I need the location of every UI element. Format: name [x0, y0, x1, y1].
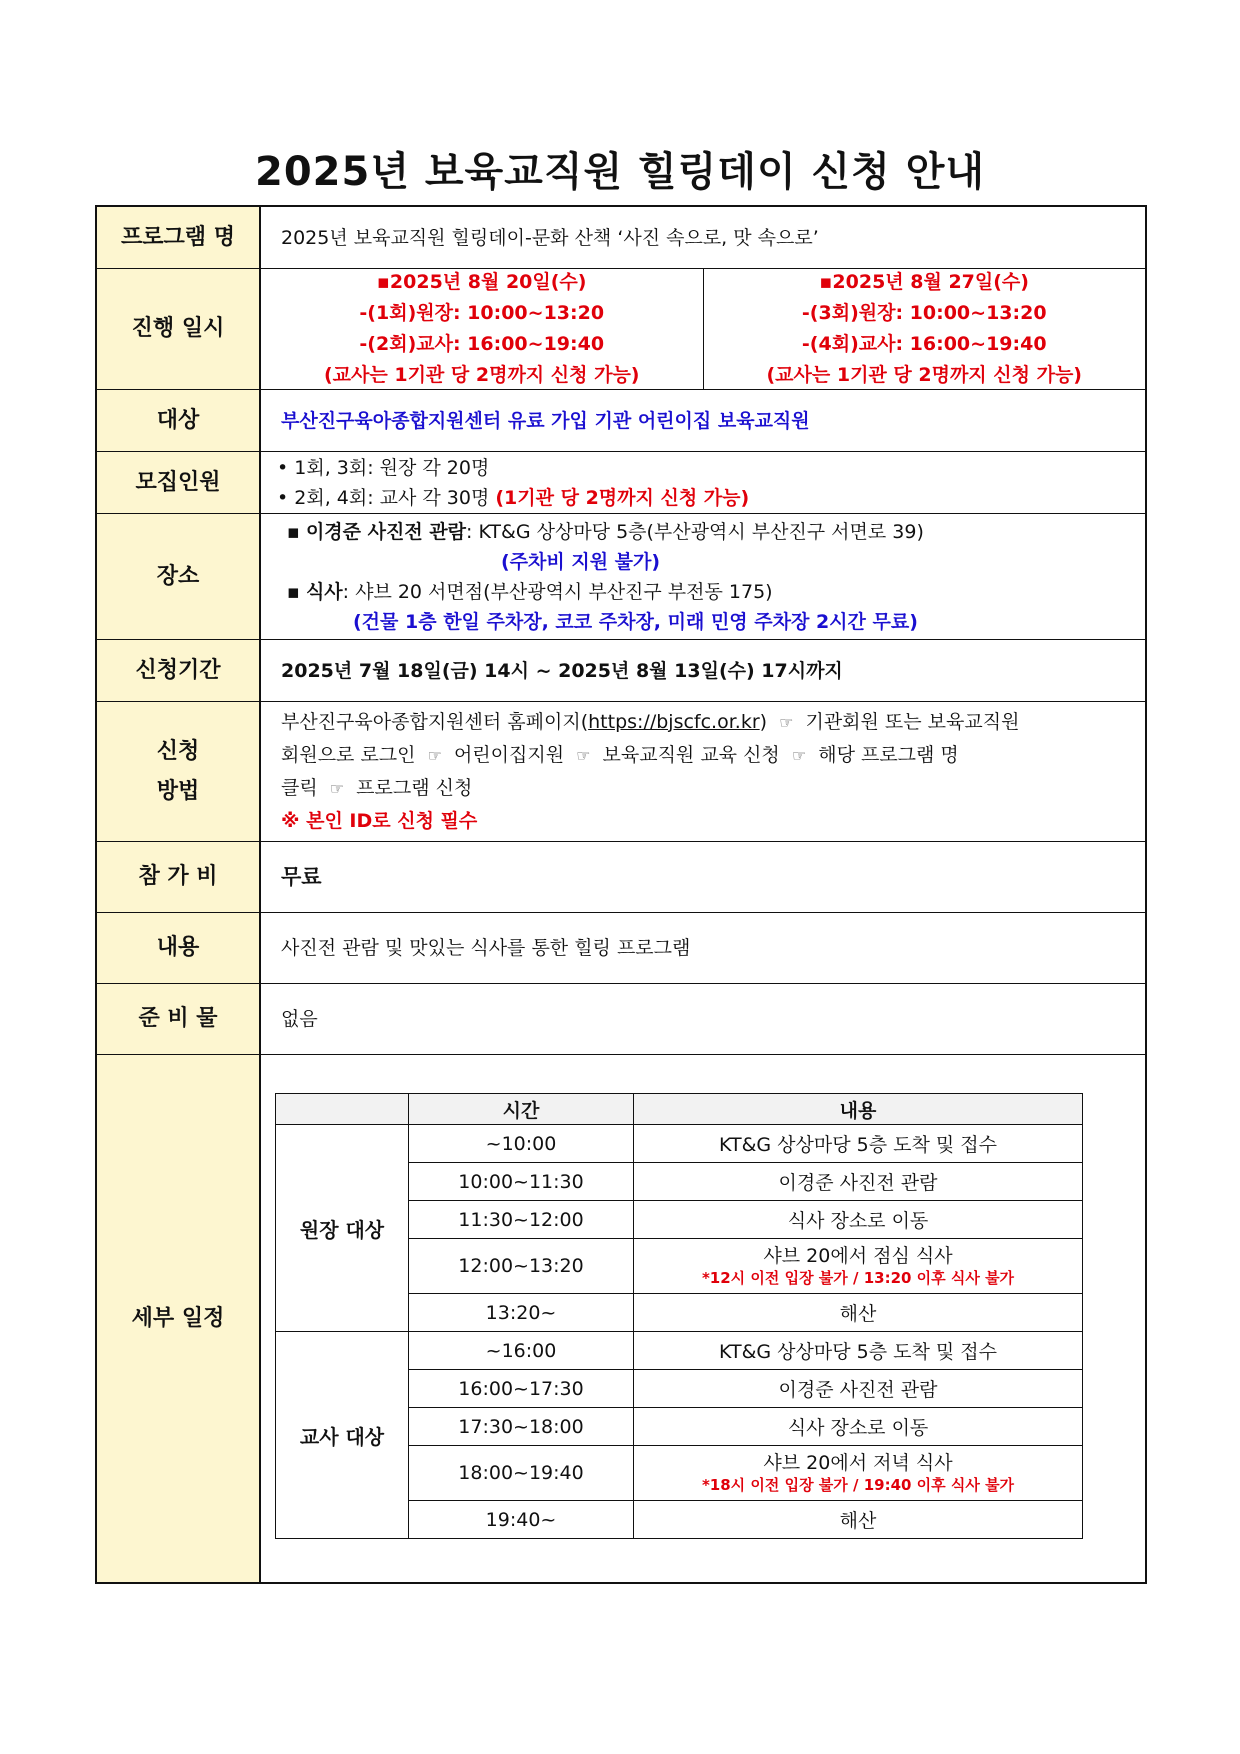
pointing-hand-icon: ☞ [779, 712, 794, 732]
schedule-left-date: ▪2025년 8월 20일(수) [377, 271, 587, 293]
method-line2-text: 회원으로 로그인 [281, 743, 422, 766]
place-item2-title: 식사 [305, 580, 343, 603]
content-note: *18시 이전 입장 불가 / 19:40 이후 식사 불가 [701, 1476, 1015, 1494]
row-method [97, 701, 1145, 841]
time-cell: 10:00~11:30 [409, 1163, 634, 1201]
detail-content [261, 1055, 1145, 1582]
time-cell: 16:00~17:30 [409, 1370, 634, 1408]
label-recruit: 모집인원 [97, 452, 261, 513]
content-cell: 해산 [634, 1294, 1083, 1332]
schedule-left-line1: -(1회)원장: 10:00~13:20 [359, 302, 605, 324]
pointing-hand-icon: ☞ [427, 745, 442, 765]
row-recruit [97, 451, 1145, 513]
content-cell [634, 1239, 1083, 1294]
schedule-dates [261, 269, 1145, 389]
method-line2-text-b: 어린이집지원 [447, 743, 571, 766]
row-period [97, 639, 1145, 701]
time-cell: 18:00~19:40 [409, 1446, 634, 1501]
place-content [261, 514, 1145, 639]
pointing-hand-icon: ☞ [329, 778, 345, 798]
row-program [97, 207, 1145, 268]
method-line3 [281, 772, 1125, 805]
schedule-table [275, 1093, 1083, 1539]
fee-value: 무료 [281, 865, 322, 889]
schedule-left-note: (교사는 1기관 당 2명까지 신청 가능) [324, 364, 640, 386]
schedule-right [704, 269, 1146, 389]
page-title: 2025년 보육교직원 힐링데이 신청 안내 [255, 149, 985, 195]
schedule-header-time: 시간 [409, 1094, 634, 1125]
label-schedule: 진행 일시 [97, 269, 261, 389]
schedule-right-date: ▪2025년 8월 27일(수) [819, 271, 1029, 293]
schedule-right-line1: -(3회)원장: 10:00~13:20 [801, 302, 1047, 324]
time-cell: 13:20~ [409, 1294, 634, 1332]
content-note: *12시 이전 입장 불가 / 13:20 이후 식사 불가 [701, 1269, 1015, 1287]
content-value: 사진전 관람 및 맛있는 식사를 통한 힐링 프로그램 [281, 937, 691, 959]
place-item1-value: : KT&G 상상마당 5층(부산광역시 부산진구 서면로 39) [466, 520, 924, 543]
row-detail [97, 1054, 1145, 1582]
content-main: 샤브 20에서 점심 식사 [763, 1245, 953, 1267]
pointing-hand-icon: ☞ [576, 745, 591, 765]
table-row [276, 1125, 1083, 1163]
homepage-link[interactable]: https://bjscfc.or.kr [588, 710, 760, 733]
row-prep [97, 983, 1145, 1054]
place-item1-title: 이경준 사진전 관람 [305, 520, 466, 543]
method-line2-text-d: 해당 프로그램 명 [812, 743, 959, 766]
row-schedule [97, 268, 1145, 389]
content-cell: 식사 장소로 이동 [634, 1408, 1083, 1446]
recruit-line2: • 2회, 4회: 교사 각 30명 [277, 486, 490, 509]
content-cell: KT&G 상상마당 5층 도착 및 접수 [634, 1332, 1083, 1370]
row-target [97, 389, 1145, 451]
time-cell: ~16:00 [409, 1332, 634, 1370]
recruit-note: (1기관 당 2명까지 신청 가능) [495, 486, 750, 509]
time-cell: 12:00~13:20 [409, 1239, 634, 1294]
row-place [97, 513, 1145, 639]
method-line1-end: 기관회원 또는 보육교직원 [799, 710, 1020, 733]
method-line2-text-c: 보육교직원 교육 신청 [596, 743, 786, 766]
program-name: 2025년 보육교직원 힐링데이-문화 산책 ‘사진 속으로, 맛 속으로’ [281, 226, 819, 249]
place-item2 [287, 577, 1125, 607]
method-note: ※ 본인 ID로 신청 필수 [281, 809, 478, 832]
recruit-content [261, 452, 1145, 513]
label-method-1: 신청 [156, 738, 200, 764]
time-cell: 11:30~12:00 [409, 1201, 634, 1239]
schedule-right-line2: -(4회)교사: 16:00~19:40 [801, 333, 1047, 355]
label-target: 대상 [97, 390, 261, 451]
place-item1-note: (주차비 지원 불가) [501, 550, 661, 573]
label-method [97, 702, 261, 841]
recruit-line1: • 1회, 3회: 원장 각 20명 [277, 456, 490, 479]
method-line3-text: 클릭 [281, 776, 324, 799]
method-content [261, 702, 1145, 841]
time-cell: 17:30~18:00 [409, 1408, 634, 1446]
table-row [276, 1332, 1083, 1370]
place-item1 [287, 517, 1125, 547]
content-cell: KT&G 상상마당 5층 도착 및 접수 [634, 1125, 1083, 1163]
recruit-line2-wrap [277, 483, 1125, 513]
label-place: 장소 [97, 514, 261, 639]
label-program: 프로그램 명 [97, 207, 261, 268]
pointing-hand-icon: ☞ [791, 745, 807, 765]
label-fee: 참 가 비 [97, 842, 261, 912]
label-content: 내용 [97, 913, 261, 983]
prep-value: 없음 [281, 1008, 318, 1030]
row-fee [97, 841, 1145, 912]
group-teacher: 교사 대상 [276, 1332, 409, 1539]
group-director: 원장 대상 [276, 1125, 409, 1332]
content-cell [634, 1446, 1083, 1501]
label-prep: 준 비 물 [97, 984, 261, 1054]
schedule-header-blank [276, 1094, 409, 1125]
info-table [95, 205, 1147, 1584]
label-method-2: 방법 [156, 778, 200, 804]
place-item2-value: : 샤브 20 서면점(부산광역시 부산진구 부전동 175) [342, 580, 773, 603]
target-value: 부산진구육아종합지원센터 유료 가입 기관 어린이집 보육교직원 [281, 409, 810, 432]
content-cell: 이경준 사진전 관람 [634, 1370, 1083, 1408]
time-cell: 19:40~ [409, 1501, 634, 1539]
schedule-right-note: (교사는 1기관 당 2명까지 신청 가능) [766, 364, 1082, 386]
place-item2-bullet: ▪ [287, 580, 300, 603]
method-line2 [281, 739, 1125, 772]
schedule-left-line2: -(2회)교사: 16:00~19:40 [359, 333, 605, 355]
method-line1-text: 부산진구육아종합지원센터 홈페이지( [281, 710, 589, 733]
schedule-header-row [276, 1094, 1083, 1125]
row-content [97, 912, 1145, 983]
schedule-left [261, 269, 704, 389]
time-cell: ~10:00 [409, 1125, 634, 1163]
period-value: 2025년 7월 18일(금) 14시 ~ 2025년 8월 13일(수) 17시까지 [281, 659, 843, 682]
place-item1-bullet: ▪ [287, 520, 300, 543]
schedule-header-content: 내용 [634, 1094, 1083, 1125]
method-line1 [281, 706, 1125, 739]
place-item2-note: (건물 1층 한일 주차장, 코코 주차장, 미래 민영 주차장 2시간 무료) [353, 610, 918, 633]
content-main: 샤브 20에서 저녁 식사 [763, 1452, 953, 1474]
content-cell: 해산 [634, 1501, 1083, 1539]
content-cell: 식사 장소로 이동 [634, 1201, 1083, 1239]
method-line1-paren: ) [759, 710, 774, 733]
content-cell: 이경준 사진전 관람 [634, 1163, 1083, 1201]
method-line3-text-b: 프로그램 신청 [350, 776, 473, 799]
label-detail: 세부 일정 [97, 1055, 261, 1582]
label-period: 신청기간 [97, 640, 261, 701]
